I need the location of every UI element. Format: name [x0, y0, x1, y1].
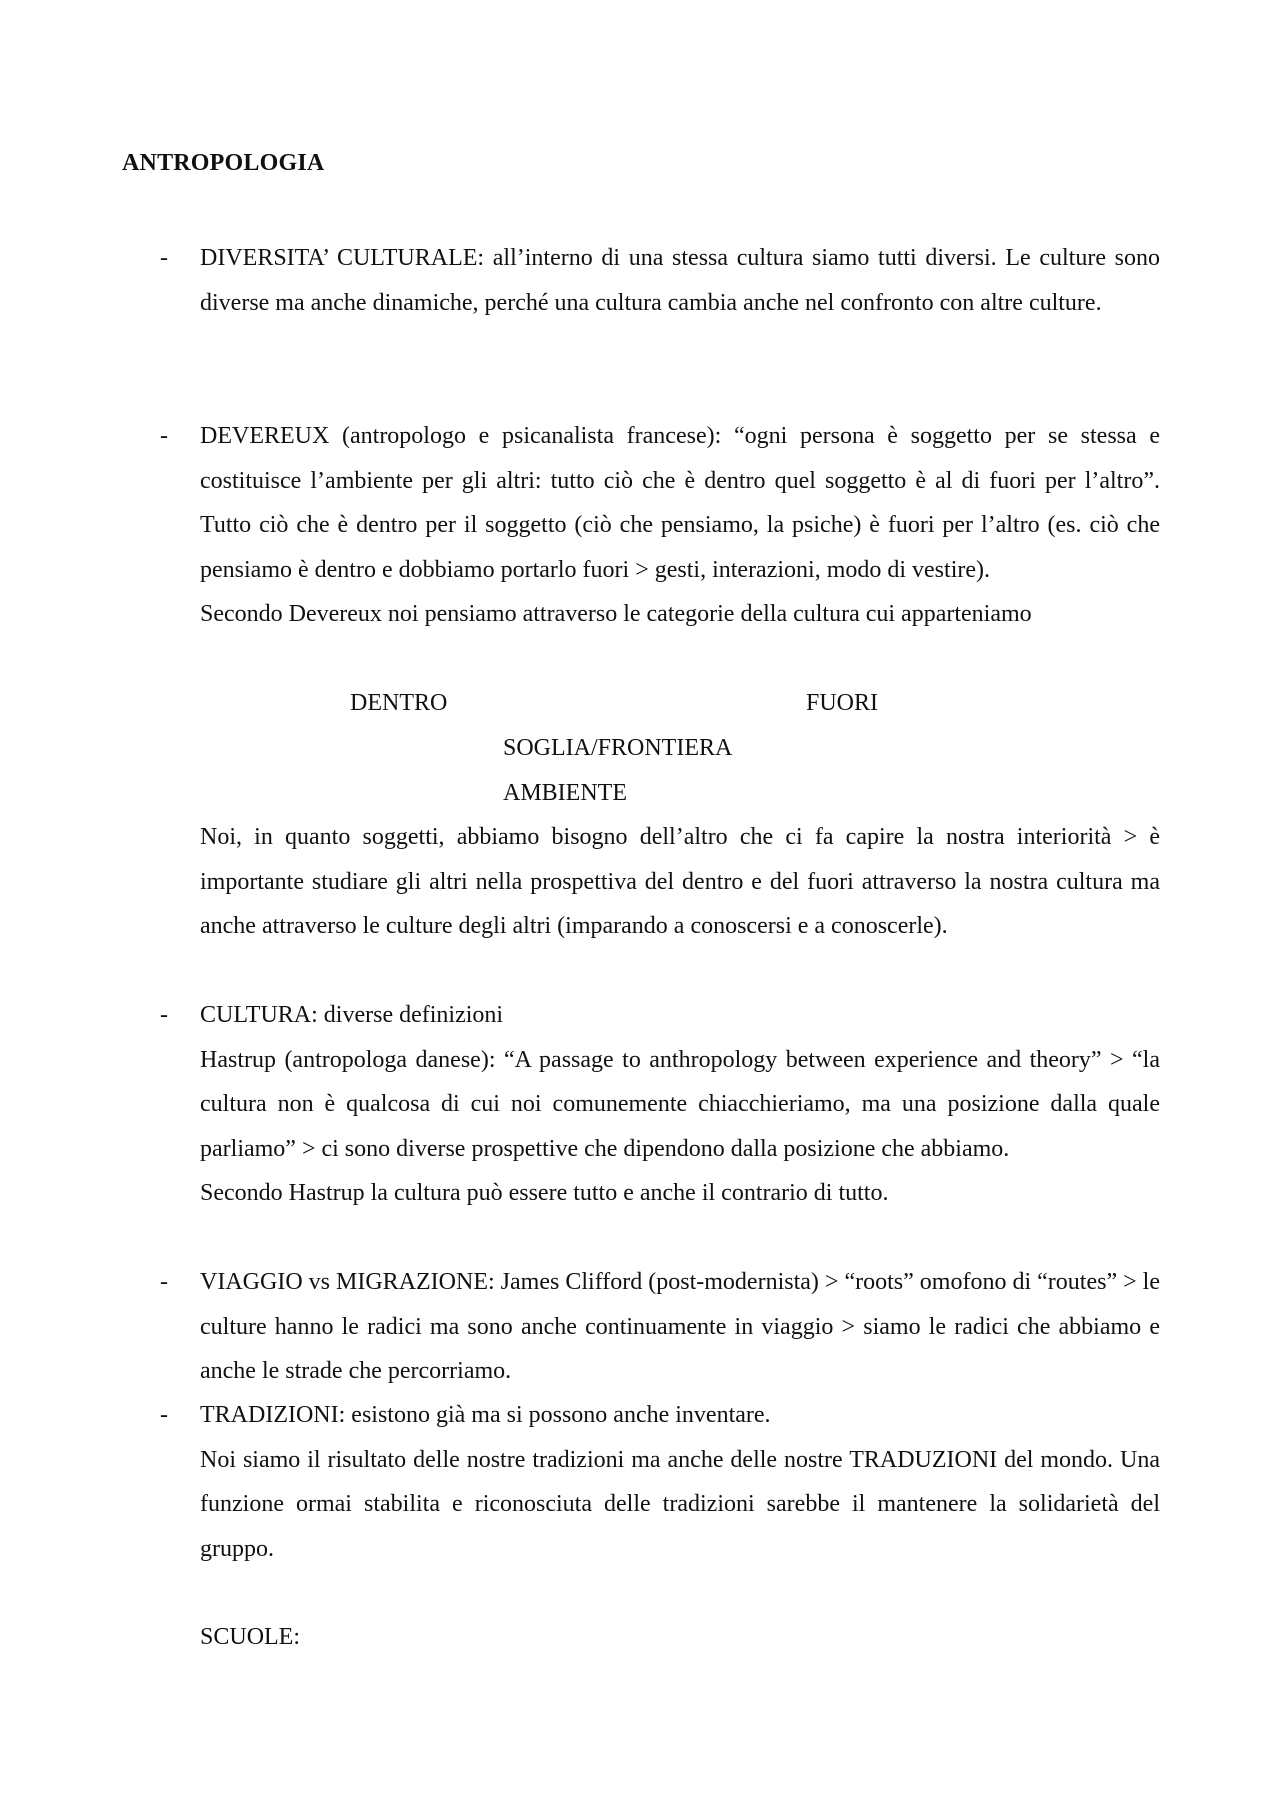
bullet-dash: -	[160, 1269, 168, 1295]
paragraph: Hastrup (antropologa danese): “A passage to anthropology between experience and theory” > “la cultura non è qualcosa di cui noi comunemente chiacchieriamo, ma una posizione dalla quale parliamo” > ci sono diverse prospettive che dipendono dalla posizione che abbiamo.	[200, 1046, 1160, 1162]
bullet-dash: -	[160, 423, 168, 449]
paragraph: SCUOLE:	[200, 1624, 301, 1650]
bullet-dash: -	[160, 1002, 168, 1028]
diagram-label-fuori: FUORI	[806, 690, 879, 716]
list-item-devereux	[160, 414, 1160, 637]
paragraph: VIAGGIO vs MIGRAZIONE: James Clifford (post-modernista) > “roots” omofono di “routes” > le culture hanno le radici ma sono anche continuamente in viaggio > siamo le radici che abbiamo e anche le strade che percorriamo.	[200, 1269, 1160, 1384]
paragraph: Noi siamo il risultato delle nostre tradizioni ma anche delle nostre TRADUZIONI del mondo. Una funzione ormai stabilita e riconosciuta delle tradizioni sarebbe il mantenere la solidarietà del gruppo.	[200, 1446, 1160, 1562]
page-title: ANTROPOLOGIA	[122, 150, 325, 176]
list-item-body	[200, 1615, 1160, 1660]
list-item-tradizioni	[160, 1393, 1160, 1571]
paragraph: DIVERSITA’ CULTURALE: all’interno di una stessa cultura siamo tutti diversi. Le culture sono diverse ma anche dinamiche, perché una cultura cambia anche nel confronto con altre culture.	[200, 245, 1160, 316]
list-item-continuation	[160, 815, 1160, 949]
list-item-scuole	[160, 1615, 1160, 1660]
list-item-body	[200, 1260, 1160, 1394]
paragraph: Secondo Hastrup la cultura può essere tutto e anche il contrario di tutto.	[200, 1180, 889, 1206]
paragraph: Secondo Devereux noi pensiamo attraverso le categorie della cultura cui apparteniamo	[200, 601, 1032, 627]
list-item-body	[200, 236, 1160, 325]
list-item-body	[200, 1393, 1160, 1571]
list-item-body	[200, 815, 1160, 949]
bullet-dash: -	[160, 245, 168, 271]
paragraph: CULTURA: diverse definizioni	[200, 1002, 504, 1028]
list-item-diversita-culturale	[160, 236, 1160, 325]
paragraph: DEVEREUX (antropologo e psicanalista francese): “ogni persona è soggetto per se stessa e costituisce l’ambiente per gli altri: tutto ciò che è dentro quel soggetto è al di fuori per l’altro”. Tutto ciò che è dentro per il soggetto (ciò che pensiamo, la psiche) è fuori per l’altro (es. ciò che pensiamo è dentro e dobbiamo portarlo fuori > gesti, interazioni, modo di vestire).	[200, 423, 1160, 583]
list-item-cultura	[160, 993, 1160, 1216]
paragraph: TRADIZIONI: esistono già ma si possono anche inventare.	[200, 1402, 771, 1428]
list-item-viaggio-migrazione	[160, 1260, 1160, 1394]
list-item-body	[200, 414, 1160, 637]
diagram-label-ambiente: AMBIENTE	[503, 780, 627, 806]
diagram-label-soglia: SOGLIA/FRONTIERA	[503, 735, 733, 761]
paragraph: Noi, in quanto soggetti, abbiamo bisogno dell’altro che ci fa capire la nostra interiorità > è importante studiare gli altri nella prospettiva del dentro e del fuori attraverso la nostra cultura ma anche attraverso le culture degli altri (imparando a conoscersi e a conoscerle).	[200, 824, 1160, 939]
list-item-body	[200, 993, 1160, 1216]
bullet-dash: -	[160, 1402, 168, 1428]
diagram-label-dentro: DENTRO	[350, 690, 448, 716]
